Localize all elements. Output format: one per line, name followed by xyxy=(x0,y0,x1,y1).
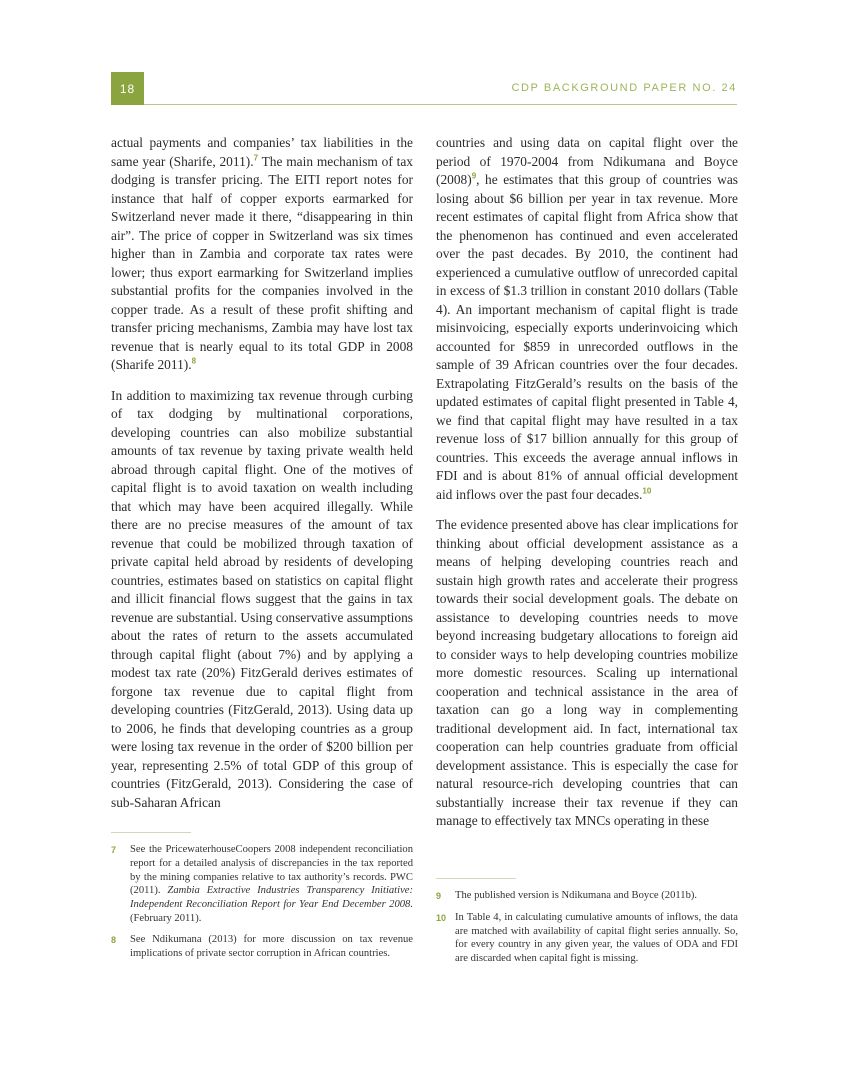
footnote-ref-9[interactable]: 9 xyxy=(471,171,477,181)
footnote xyxy=(436,911,738,966)
footnotes-right xyxy=(436,878,738,973)
footnote-number: 7 xyxy=(111,845,117,855)
paragraph: countries and using data on capital flight over the period of 1970-2004 from Ndikumana and Boyce (2008)$^9$, he estimates that this group of countries was losing about $6 billion per year in tax revenue. More recent estimates of capital flight from Africa show that the phenomenon has continued and even accelerated over the past decades. By 2010, the continent had experienced a cumulative outflow of unrecorded capital in excess of $1.3 trillion in constant 2010 dollars (Table 4). An important mechanism of capital flight is trade misinvoicing, especially exports underinvoicing which accounted for $859 in unrecorded outflows in the sample of 39 African countries over the four decades. Extrapolating FitzGerald’s results on the basis of the updated estimates of capital flight presented in Table 4, we find that capital flight may have resulted in a tax revenue loss of $17 billion annually for this group of countries. This exceeds the average annual inflows in FDI and is about 81% of annual official development aid inflows over the past four decades.$^{10}$ xyxy=(436,135,738,502)
footnote-number: 8 xyxy=(111,934,117,945)
footnote-text: In Table 4, in calculating cumulative amounts of inflows, the data are matched with availability of capital flight series annually. So, for every country in any given year, the values of ODA and FDI are discarded when capital fight is missing. xyxy=(455,911,738,965)
right-column xyxy=(436,134,738,843)
footnote-text: See Ndikumana (2013) for more discussion on tax revenue implications of private sector corruption in African countries. xyxy=(130,933,413,959)
header-rule xyxy=(144,104,737,105)
paragraph: In addition to maximizing tax revenue through curbing of tax dodging by multinational corporations, developing countries can also mobilize substantial amounts of tax revenue by taxing private wealth held abroad through capital flight. One of the motives of capital flight is to avoid taxation on wealth including that which may have been acquired illegally. While there are no precise measures of the amount of tax revenue that could be mobilized through taxation of private capital held abroad by residents of developing countries, estimates based on statistics on capital flight and illicit financial flows suggest that the gains in tax revenue are substantial. Using conservative assumptions about the rates of return to the assets accumulated through capital flight (about 7%) and by applying a modest tax rate (20%) FitzGerald derives estimates of forgone tax revenue due to capital flight from developing countries (FitzGerald, 2013). Using data up to 2006, he finds that developing countries as a group were losing tax revenue in the order of $200 billion per year, representing 2.5% of total GDP of this group of countries (FitzGerald, 2013). Considering the case of sub-Saharan African xyxy=(111,387,413,810)
paragraph: The evidence presented above has clear implications for thinking about official development assistance as a means of helping developing countries reach and sustain high growth rates and accelerate their progress towards their social development goals. The debate on assistance to developing countries needs to move beyond increasing budgetary allocations to foreign aid to consider ways to help developing countries mobilize more domestic resources. Scaling up international cooperation and technical assistance in the area of taxation can go a long way in complementing traditional development aid. In fact, international tax cooperation can help countries graduate from official development assistance. This is especially the case for natural resource-rich developing countries that can substantially increase their tax revenue if they can manage to effectively tax MNCs operating in these xyxy=(436,517,738,828)
footnote-number: 9 xyxy=(436,891,442,901)
footnote-text: The published version is Ndikumana and Boyce (2011b). xyxy=(455,890,698,901)
footnote-ref-7[interactable]: 7 xyxy=(253,153,259,163)
footnote-divider xyxy=(436,878,516,879)
footnote-ref-8[interactable]: 8 xyxy=(191,356,197,366)
page-number: 18 xyxy=(111,72,144,105)
footnotes-left xyxy=(111,832,413,967)
footnote-text: See the PricewaterhouseCoopers 2008 independent reconciliation report for a detailed analysis of discrepancies in the tax reported by the mining companies relative to tax authority’s records. PWC (2011). Zambia Extractive Industries Transparency Initiative: Independent Reconciliation Report for Year End December 2008. (February 2011). xyxy=(130,844,413,924)
paragraph: actual payments and companies’ tax liabilities in the same year (Sharife, 2011).$^7$ The main mechanism of tax dodging is transfer pricing. The EITI report notes for instance that half of copper exports earmarked for Switzerland never made it there, “disappearing in thin air”. The price of copper in Switzerland was six times higher than in Zambia and corporate tax rates were lower; thus export earmarking for Switzerland implies substantial profits for the companies involved in the copper trade. As a result of these profit shifting and transfer pricing mechanisms, Zambia may have lost tax revenue that is nearly equal to its total GDP in 2008 (Sharife 2011).$^8$ xyxy=(111,135,413,372)
left-column xyxy=(111,134,413,824)
footnote xyxy=(436,889,738,904)
running-header: CDP BACKGROUND PAPER NO. 24 xyxy=(511,82,737,94)
footnote-number: 10 xyxy=(436,912,447,923)
footnote-ref-10[interactable]: 10 xyxy=(642,486,652,496)
footnote-divider xyxy=(111,832,191,833)
footnote xyxy=(111,843,413,926)
footnote xyxy=(111,933,413,961)
